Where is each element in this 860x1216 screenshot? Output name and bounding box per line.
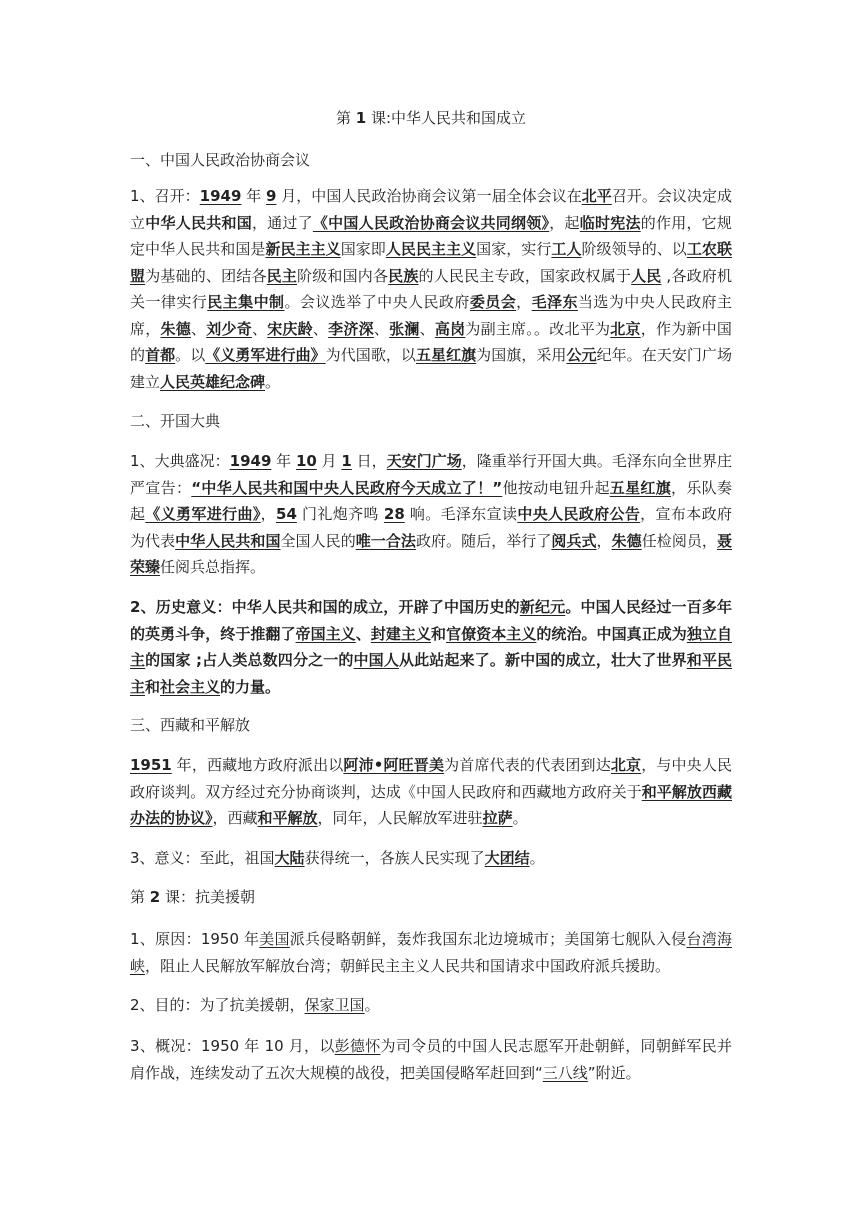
section-2-ceremony-paragraph: 1、大典盛况：1949 年 10 月 1 日，天安门广场，隆重举行开国大典。毛泽东向全世界庄严宣告：“中华人民共和国中央人民政府今天成立了！”他按动电钮升起五星红旗，乐队奏起《义勇军进行曲》，54 门礼炮齐鸣 28 响。毛泽东宣读中央人民政府公告，宣布本政府为代表中华人民共和国全国人民的唯一合法政府。随后，举行了阅兵式，朱德任检阅员，聂荣臻任阅兵总指挥。 [130, 452, 732, 576]
section-3-meaning-paragraph: 3、意义：至此，祖国大陆获得统一，各族人民实现了大团结。 [130, 849, 545, 867]
lesson-1-title-text: 第 1 课:中华人民共和国成立 [335, 109, 527, 127]
section-2-significance-paragraph: 2、历史意义：中华人民共和国的成立，开辟了中国历史的新纪元。中国人民经过一百多年的英勇斗争，终于推翻了帝国主义、封建主义和官僚资本主义的统治。中国真正成为独立自主的国家 ;占人类总数四分之一的中国人从此站起来了。新中国的成立，壮大了世界和平民主和社会主义的力量。 [130, 598, 732, 696]
lesson-1-title [130, 108, 732, 128]
lesson-2-reason-paragraph: 1、原因：1950 年美国派兵侵略朝鲜，轰炸我国东北边境城市；美国第七舰队入侵台湾海峡，阻止人民解放军解放台湾；朝鲜民主主义人民共和国请求中国政府派兵援助。 [130, 930, 732, 975]
section-2-heading: 二、开国大典 [130, 412, 221, 430]
section-1-heading: 一、中国人民政治协商会议 [130, 151, 311, 169]
section-3-tibet-paragraph: 1951 年，西藏地方政府派出以阿沛•阿旺晋美为首席代表的代表团到达北京，与中央人民政府谈判。双方经过充分协商谈判，达成《中国人民政府和西藏地方政府关于和平解放西藏办法的协议》，西藏和平解放，同年，人民解放军进驻拉萨。 [130, 756, 732, 827]
lesson-2-overview-paragraph: 3、概况：1950 年 10 月，以彭德怀为司令员的中国人民志愿军开赴朝鲜，同朝鲜军民并肩作战，连续发动了五次大规模的战役，把美国侵略军赶回到“三八线”附近。 [130, 1037, 732, 1082]
section-3-heading: 三、西藏和平解放 [130, 716, 251, 734]
section-1-convene-paragraph: 1、召开：1949 年 9 月，中国人民政治协商会议第一届全体会议在北平召开。会议决定成立中华人民共和国，通过了《中国人民政治协商会议共同纲领》，起临时宪法的作用，它规定中华人民共和国是新民主主义国家即人民民主主义国家，实行工人阶级领导的、以工农联盟为基础的、团结各民主阶级和国内各民族的人民民主专政，国家政权属于人民 ,各政府机关一律实行民主集中制。会议选举了中央人民政府委员会，毛泽东当选为中央人民政府主席，朱德、刘少奇、宋庆龄、李济深、张澜、高岗为副主席。。改北平为北京，作为新中国的首都。以《义勇军进行曲》为代国歌，以五星红旗为国旗，采用公元纪年。在天安门广场建立人民英雄纪念碑。 [130, 187, 732, 391]
lesson-2-purpose-paragraph: 2、目的：为了抗美援朝，保家卫国。 [130, 996, 380, 1014]
lesson-2-title: 第 2 课：抗美援朝 [130, 888, 255, 906]
